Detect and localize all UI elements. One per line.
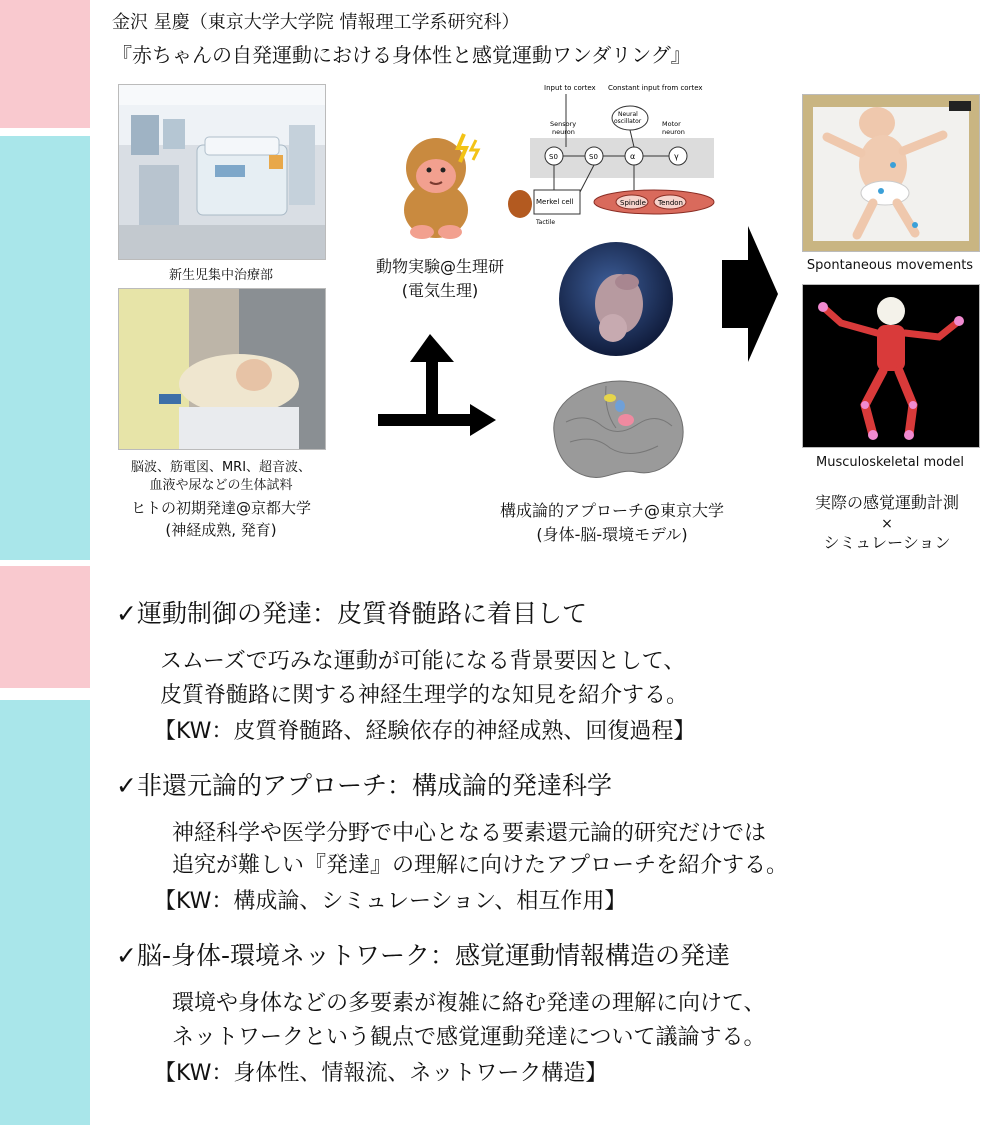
band-pink-middle xyxy=(0,566,90,688)
brain-model-image xyxy=(546,372,690,484)
section-2-line-2: 追究が難しい『発達』の理解に向けたアプローチを紹介する。 xyxy=(172,853,789,878)
tactile-label: Tactile xyxy=(536,219,556,226)
spontaneous-caption: Spontaneous movements xyxy=(806,258,974,273)
node-s0a: S0 xyxy=(549,153,558,161)
author-line: 金沢 星慶（東京大学大学院 情報理工学系研究科） xyxy=(112,12,520,33)
musculoskeletal-model-image xyxy=(802,284,980,448)
data-caption-line1: 脳波、筋電図、MRI、超音波、 xyxy=(130,460,312,475)
kyoto-label-line2: (神経成熟, 発育) xyxy=(165,521,277,539)
monkey-illustration xyxy=(392,124,488,244)
input-to-cortex-label: Input to cortex xyxy=(544,84,596,92)
measurement-label-line3: シミュレーション xyxy=(823,533,951,552)
band-cyan-upper xyxy=(0,136,90,560)
neural-circuit-diagram xyxy=(506,80,716,228)
node-gamma: γ xyxy=(674,152,679,161)
constructive-label-line2: (身体-脳-環境モデル) xyxy=(536,525,688,544)
section-1-line-1: スムーズで巧みな運動が可能になる背景要因として、 xyxy=(160,649,686,674)
animal-label-line2: (電気生理) xyxy=(401,281,479,300)
nicu-caption: 新生児集中治療部 xyxy=(168,268,273,283)
tendon-label: Tendon xyxy=(658,199,683,207)
branch-arrow xyxy=(370,334,500,444)
infant-care-photo xyxy=(118,288,326,450)
section-1-line-2: 皮質脊髄路に関する神経生理学的な知見を紹介する。 xyxy=(160,683,689,708)
band-cyan-lower xyxy=(0,700,90,1125)
nicu-photo xyxy=(118,84,326,260)
constructive-label-line1: 構成論的アプローチ@東京大学 xyxy=(499,501,724,520)
section-2-line-1: 神経科学や医学分野で中心となる要素還元論的研究だけでは xyxy=(172,821,767,846)
talk-title: 『赤ちゃんの自発運動における身体性と感覚運動ワンダリング』 xyxy=(112,43,691,67)
section-2-title: ✓非還元論的アプローチ：構成論的発達科学 xyxy=(116,771,612,800)
node-s0b: S0 xyxy=(589,153,598,161)
section-3-keywords: 【KW：身体性、情報流、ネットワーク構造】 xyxy=(154,1061,608,1086)
section-3-line-1: 環境や身体などの多要素が複雑に絡む発達の理解に向けて、 xyxy=(172,991,766,1016)
svg-text:Neural: Neural xyxy=(618,111,638,118)
animal-label-line1: 動物実験@生理研 xyxy=(375,257,504,276)
section-1-keywords: 【KW：皮質脊髄路、経験依存的神経成熟、回復過程】 xyxy=(154,719,696,744)
spontaneous-movement-photo xyxy=(802,94,980,252)
merkel-cell-label: Merkel cell xyxy=(536,198,574,206)
fetus-model-image xyxy=(557,240,675,358)
node-alpha: α xyxy=(630,152,636,161)
svg-text:neuron: neuron xyxy=(552,128,575,136)
section-3-line-2: ネットワークという観点で感覚運動発達について議論する。 xyxy=(172,1025,766,1050)
svg-text:Motor: Motor xyxy=(662,120,681,128)
spindle-label: Spindle xyxy=(620,199,646,207)
svg-text:neuron: neuron xyxy=(662,128,685,136)
measurement-label-line1: 実際の感覚運動計測 xyxy=(814,493,959,512)
measurement-label-cross: × xyxy=(881,516,893,532)
section-1-title: ✓運動制御の発達：皮質脊髄路に着目して xyxy=(116,599,587,628)
data-caption-line2: 血液や尿などの生体試料 xyxy=(149,478,293,493)
right-arrow xyxy=(722,226,778,362)
section-2-keywords: 【KW：構成論、シミュレーション、相互作用】 xyxy=(154,889,627,914)
svg-text:oscillator: oscillator xyxy=(614,118,642,125)
kyoto-label-line1: ヒトの初期発達@京都大学 xyxy=(130,499,311,517)
constant-input-label: Constant input from cortex xyxy=(608,84,703,92)
svg-text:Sensory: Sensory xyxy=(550,120,577,128)
model-caption: Musculoskeletal model xyxy=(816,455,964,470)
band-pink-top xyxy=(0,0,90,128)
section-3-title: ✓脳-身体-環境ネットワーク：感覚運動情報構造の発達 xyxy=(116,941,730,970)
